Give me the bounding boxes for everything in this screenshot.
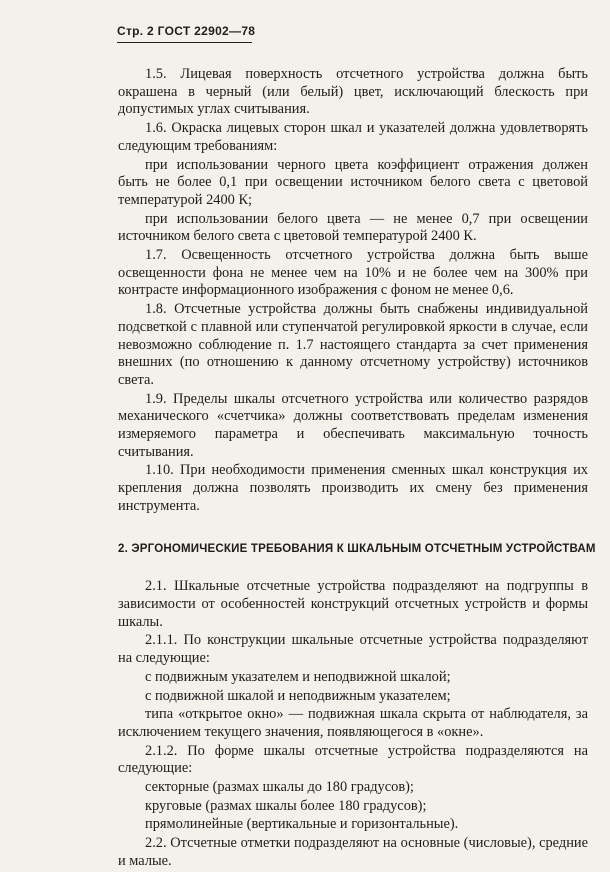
paragraph-1-6: 1.6. Окраска лицевых сторон шкал и указателей должна удовлетворять следующим требованиям:	[118, 120, 588, 154]
paragraph-1-9: 1.9. Пределы шкалы отсчетного устройства или количество разрядов механического «счетчика» должны соответствовать пределам изменения измеряемого параметра и обеспечивать максимальную точность считывания.	[118, 390, 588, 460]
paragraph-open-window: типа «открытое окно» — подвижная шкала скрыта от наблюдателя, за исключением текущего значения, появляющегося в «окне».	[118, 706, 588, 740]
paragraph-1-8: 1.8. Отсчетные устройства должны быть снабжены индивидуальной подсветкой с плавной или ступенчатой регулировкой яркости в случае, если невозможно соблюдение п. 1.7 настоящего стандарта за счет применения внешних (по отношению к данному отсчетному устройству) источников света.	[118, 301, 588, 388]
paragraph-1-7: 1.7. Освещенность отсчетного устройства должна быть выше освещенности фона не менее чем на 10% и не более чем на 300% при контрасте информационного изображения с фоном не менее 0,6.	[118, 247, 588, 299]
paragraph-1-6-black: при использовании черного цвета коэффициент отражения должен быть не более 0,1 при освещении источником белого света с цветовой температурой 2400 К;	[118, 156, 588, 208]
paragraph-1-5: 1.5. Лицевая поверхность отсчетного устройства должна быть окрашена в черный (или белый) цвет, исключающий блескость при допустимых углах считывания.	[118, 66, 588, 118]
list-item: с подвижным указателем и неподвижной шкалой;	[145, 668, 451, 685]
paragraph-1-10: 1.10. При необходимости применения сменных шкал конструкция их крепления должна позволять производить их смену без применения инструмента.	[118, 462, 588, 514]
list-item: секторные (размах шкалы до 180 градусов);	[145, 779, 414, 796]
list-item: прямолинейные (вертикальные и горизонтальные).	[145, 816, 459, 833]
section-2-title: 2. ЭРГОНОМИЧЕСКИЕ ТРЕБОВАНИЯ К ШКАЛЬНЫМ ОТСЧЕТНЫМ УСТРОЙСТВАМ	[118, 542, 596, 555]
list-item: круговые (размах шкалы более 180 градусов);	[145, 797, 427, 814]
list-item: с подвижной шкалой и неподвижным указателем;	[145, 687, 451, 704]
page-header: Стр. 2 ГОСТ 22902—78	[117, 24, 256, 38]
paragraph-2-1-1: 2.1.1. По конструкции шкальные отсчетные устройства подразделяют на следующие:	[118, 632, 588, 667]
document-body	[118, 66, 596, 872]
paragraph-2-2: 2.2. Отсчетные отметки подразделяют на основные (числовые), средние и малые.	[118, 835, 588, 869]
header-divider	[117, 42, 252, 43]
paragraph-2-1: 2.1. Шкальные отсчетные устройства подразделяют на подгруппы в зависимости от особенностей конструкций отсчетных устройств и формы шкалы.	[118, 578, 588, 630]
paragraph-1-6-white: при использовании белого цвета — не менее 0,7 при освещении источником белого света с цветовой температурой 2400 К.	[118, 210, 588, 245]
paragraph-2-1-2: 2.1.2. По форме шкалы отсчетные устройства подразделяются на следующие:	[118, 742, 588, 777]
